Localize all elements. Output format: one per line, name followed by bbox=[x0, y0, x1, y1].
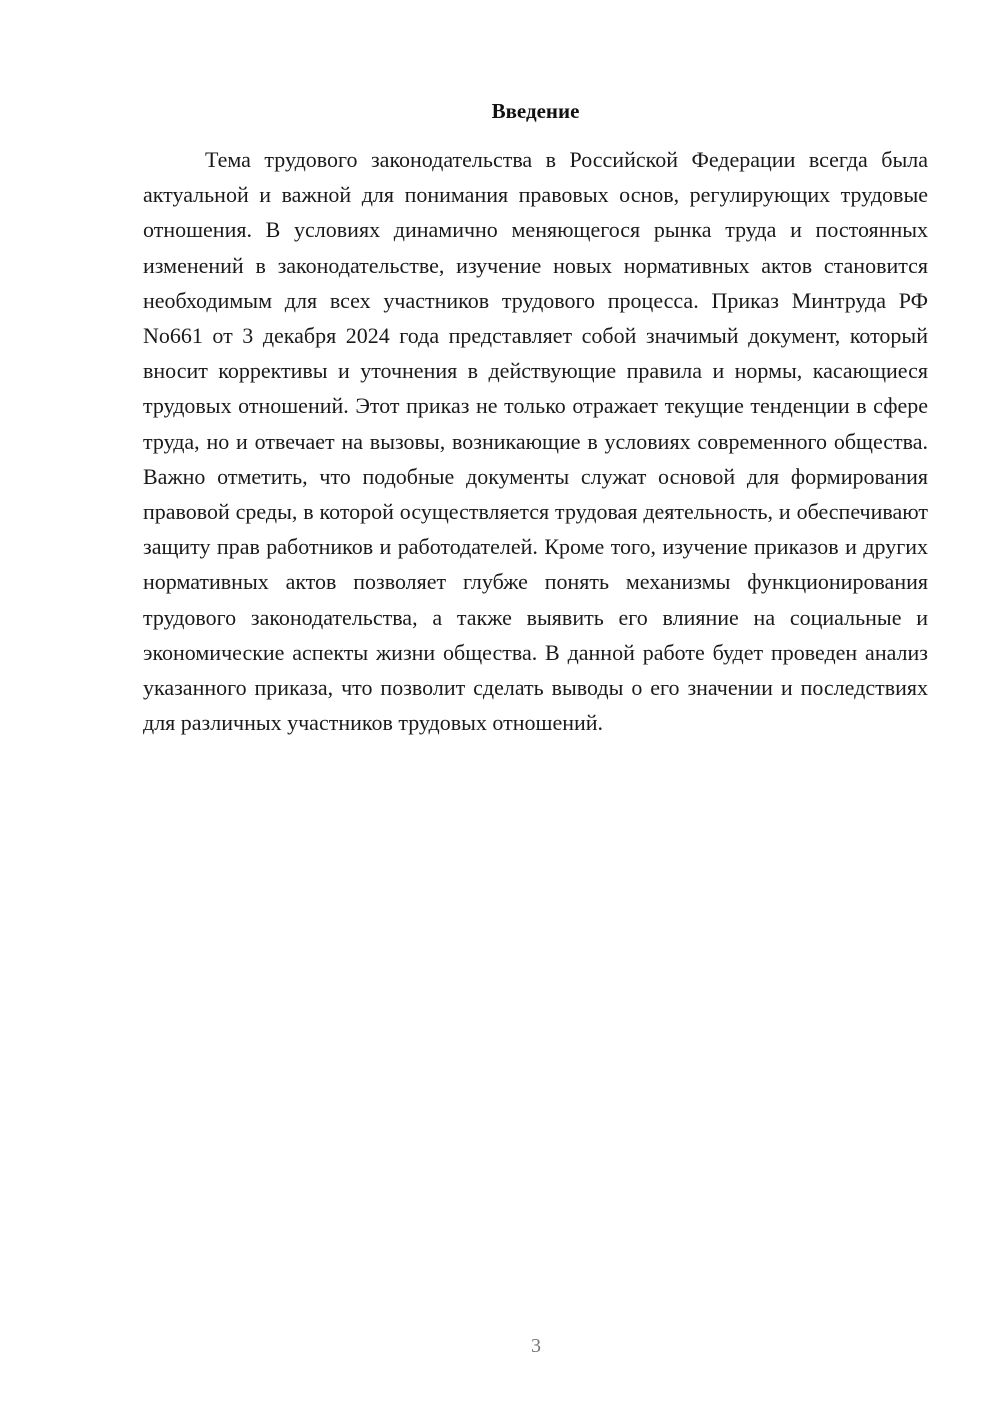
page-number: 3 bbox=[531, 1335, 541, 1357]
section-title: Введение bbox=[491, 99, 580, 123]
body-paragraph: Тема трудового законодательства в Российской Федерации всегда была актуальной и важной для понимания правовых основ, регулирующих трудовые отношения. В условиях динамично меняющегося рынка труда и постоянных изменений в законодательстве, изучение новых нормативных актов становится необходимым для всех участников трудового процесса. Приказ Минтруда РФ No661 от 3 декабря 2024 года представляет собой значимый документ, который вносит коррективы и уточнения в действующие правила и нормы, касающиеся трудовых отношений. Этот приказ не только отражает текущие тенденции в сфере труда, но и отвечает на вызовы, возникающие в условиях современного общества. Важно отметить, что подобные документы служат основой для формирования правовой среды, в которой осуществляется трудовая деятельность, и обеспечивают защиту прав работников и работодателей. Кроме того, изучение приказов и других нормативных актов позволяет глубже понять механизмы функционирования трудового законодательства, а также выявить его влияние на социальные и экономические аспекты жизни общества. В данной работе будет проведен анализ указанного приказа, что позволит сделать выводы о его значении и последствиях для различных участников трудовых отношений. bbox=[143, 147, 928, 736]
